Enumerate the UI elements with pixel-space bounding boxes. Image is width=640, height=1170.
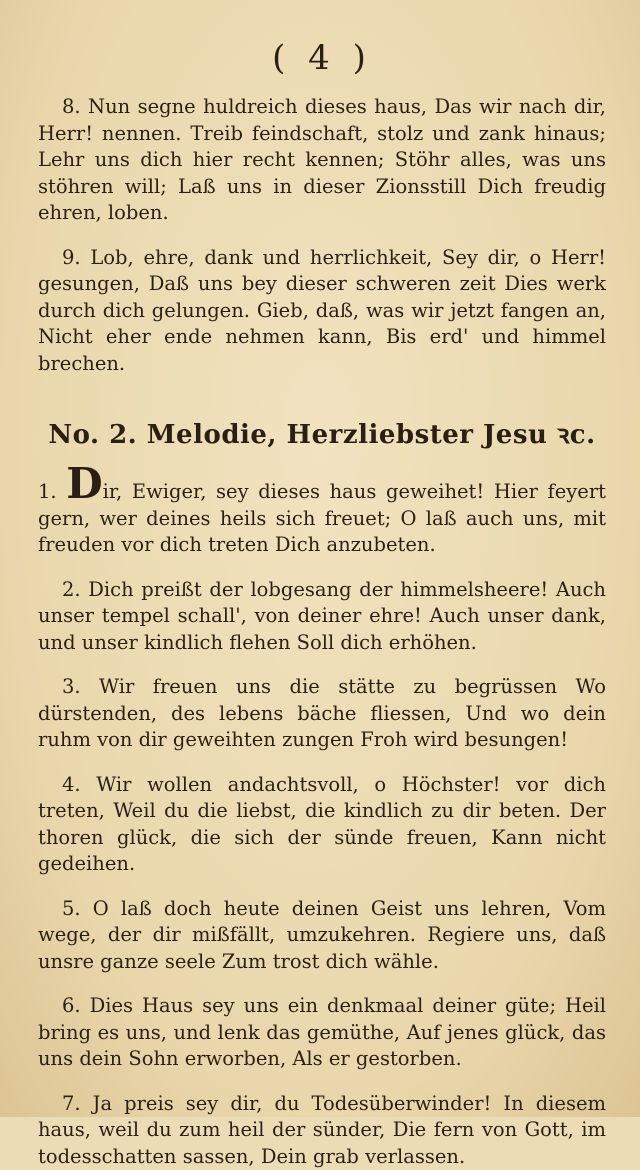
verse-7: 7. Ja preis sey dir, du Todesüberwinder! In diesem haus, weil du zum heil der sünder, Die fern von Gott, im todesschatten sassen, Dein grab verlassen. [38, 1091, 606, 1170]
verse-6: 6. Dies Haus sey uns ein denkmaal deiner güte; Heil bring es uns, und lenk das gemüthe, Auf jenes glück, das uns dein Sohn erworben, Als er gestorben. [38, 993, 606, 1073]
verse-1-text: ir, Ewiger, sey dieses haus geweihet! Hier feyert gern, wer deines heils sich freuet; O laß auch uns, mit freuden vor dich treten Dich anzubeten. [38, 480, 606, 556]
verse-1 [38, 469, 606, 559]
page-number: ( 4 ) [38, 38, 606, 78]
verse-3: 3. Wir freuen uns die stätte zu begrüssen Wo dürstenden, des lebens bäche fliessen, Und wo dein ruhm von dir geweihten zungen Froh wird besungen! [38, 674, 606, 754]
verse-2: 2. Dich preißt der lobgesang der himmelsheere! Auch unser tempel schall', von deiner ehre! Auch unser dank, und unser kindlich flehen Soll dich erhöhen. [38, 577, 606, 657]
hymn-heading: No. 2. Melodie, Herzliebster Jesu ꝛc. [38, 419, 606, 451]
verse-5: 5. O laß doch heute deinen Geist uns lehren, Vom wege, der dir mißfällt, umzukehren. Regiere uns, daß unsre ganze seele Zum trost dich wähle. [38, 896, 606, 976]
verse-1-number: 1. [38, 480, 57, 503]
verse-9: 9. Lob, ehre, dank und herrlichkeit, Sey dir, o Herr! gesungen, Daß uns bey dieser schweren zeit Dies werk durch dich gelungen. Gieb, daß, was wir jetzt fangen an, Nicht eher ende nehmen kann, Bis erd' und himmel brechen. [38, 245, 606, 378]
drop-cap: D [66, 459, 102, 508]
verse-4: 4. Wir wollen andachtsvoll, o Höchster! vor dich treten, Weil du die liebst, die kindlich zu dir beten. Der thoren glück, die sich der sünde freuen, Kann nicht gedeihen. [38, 772, 606, 878]
verse-8: 8. Nun segne huldreich dieses haus, Das wir nach dir, Herr! nennen. Treib feindschaft, stolz und zank hinaus; Lehr uns dich hier recht kennen; Stöhr alles, was uns stöhren will; Laß uns in dieser Zionsstill Dich freudig ehren, loben. [38, 94, 606, 227]
